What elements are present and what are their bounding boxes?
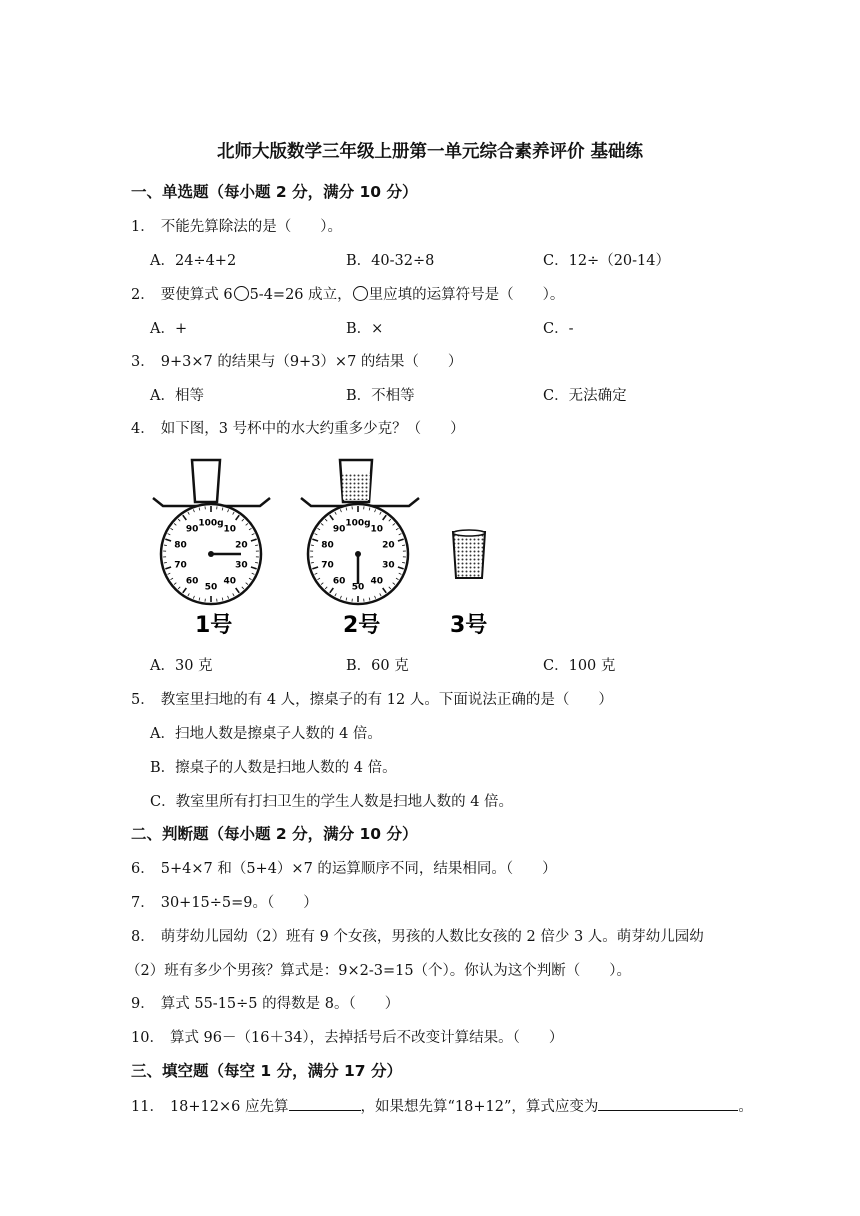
blank-circle-icon [234, 286, 249, 301]
question-number: 9． [131, 996, 155, 1012]
question-10 [131, 1026, 563, 1047]
question-text: 9+3×7 的结果与（9+3）×7 的结果（ ） [160, 354, 463, 370]
answer-blank[interactable] [598, 1096, 738, 1111]
question-text: 不能先算除法的是（ ）。 [160, 219, 342, 235]
dial-number: 40 [370, 576, 384, 587]
answer-blank[interactable] [289, 1096, 361, 1111]
question-text-pre: 要使算式 6 [160, 287, 233, 303]
question-text: 算式 96－（16＋34），去掉括号后不改变计算结果。（ ） [169, 1030, 564, 1046]
empty-cup-icon [192, 460, 220, 502]
option-b: B．60 克 [346, 658, 409, 674]
dial-tick [402, 545, 405, 546]
question-text: 30+15÷5=9。（ ） [160, 895, 318, 911]
question-text-mid: ，如果想先算“18+12”，算式应变为 [360, 1099, 599, 1115]
dial-number: 60 [332, 576, 346, 587]
option-a: A．24÷4+2 [150, 253, 237, 269]
question-number: 8． [131, 929, 155, 945]
question-text-post: 里应填的运算符号是（ ）。 [368, 287, 565, 303]
question-text-mid: 5-4=26 成立， [249, 287, 352, 303]
question-text: 算式 55-15÷5 的得数是 8。（ ） [160, 996, 400, 1012]
water-fill [342, 474, 370, 500]
figure-label-3: 3号 [450, 613, 488, 638]
dial-tick [164, 562, 167, 563]
dial-tick [255, 562, 258, 563]
figure-label-1: 1号 [195, 613, 233, 638]
question-9 [131, 992, 399, 1013]
question-6 [131, 857, 557, 878]
question-4 [131, 417, 465, 438]
water-cup-icon [453, 532, 485, 578]
dial-number: 80 [174, 540, 187, 551]
question-text-post: 。 [738, 1099, 753, 1115]
dial-tick [402, 562, 405, 563]
option-b: B．40-32÷8 [346, 253, 435, 269]
question-number: 4． [131, 421, 155, 437]
question-8 [131, 925, 704, 946]
question-number: 10． [131, 1030, 164, 1046]
question-11 [131, 1095, 753, 1116]
option-a: A．相等 [150, 388, 204, 404]
section-heading-single-choice: 一、单选题（每小题 2 分，满分 10 分） [131, 183, 418, 201]
dial-tick [311, 562, 314, 563]
dial-number: 90 [185, 524, 199, 535]
question-number: 6． [131, 861, 155, 877]
dial-number: 50 [351, 582, 365, 593]
dial-number: 30 [382, 560, 395, 571]
option-c: C．12÷（20-14） [543, 253, 670, 269]
cup-rim [453, 530, 485, 536]
option-a: A．扫地人数是擦桌子人数的 4 倍。 [150, 726, 382, 742]
option-c: C．无法确定 [543, 388, 627, 404]
page-title: 北师大版数学三年级上册第一单元综合素养评价 基础练 [216, 142, 644, 162]
cup-3 [450, 530, 487, 638]
question-2 [131, 283, 564, 304]
dial-tick [164, 545, 167, 546]
needle-pivot [208, 551, 214, 557]
scale-2 [301, 460, 419, 638]
question-number: 3． [131, 354, 155, 370]
dial-number: 90 [332, 524, 346, 535]
question-1 [131, 215, 342, 236]
dial-number: 20 [382, 540, 395, 551]
question-text: 如下图，3 号杯中的水大约重多少克？（ ） [160, 421, 465, 437]
option-c: C．- [543, 321, 574, 337]
question-5 [131, 688, 613, 709]
figure-label-2: 2号 [343, 613, 381, 638]
dial-number: 60 [185, 576, 199, 587]
question-3 [131, 350, 462, 371]
dial-number: 100g [198, 518, 224, 529]
option-b: B．擦桌子的人数是扫地人数的 4 倍。 [150, 760, 397, 776]
option-c: C．教室里所有打扫卫生的学生人数是扫地人数的 4 倍。 [150, 794, 514, 810]
question-text-line1: 萌芽幼儿园幼（2）班有 9 个女孩，男孩的人数比女孩的 2 倍少 3 人。萌芽幼儿园幼 [160, 929, 704, 945]
dial-number: 20 [235, 540, 248, 551]
question-number: 2． [131, 287, 155, 303]
scales-figure [145, 450, 505, 645]
dial-number: 50 [204, 582, 218, 593]
option-c: C．100 克 [543, 658, 616, 674]
dial-number: 70 [321, 560, 334, 571]
option-a: A．30 克 [150, 658, 213, 674]
question-number: 7． [131, 895, 155, 911]
dial-number: 30 [235, 560, 248, 571]
dial-number: 40 [223, 576, 237, 587]
dial-number: 10 [223, 524, 237, 535]
needle-pivot [355, 551, 361, 557]
question-number: 5． [131, 692, 155, 708]
section-heading-true-false: 二、判断题（每小题 2 分，满分 10 分） [131, 825, 418, 843]
dial-tick [255, 545, 258, 546]
section-heading-fill-blank: 三、填空题（每空 1 分，满分 17 分） [131, 1062, 402, 1080]
dial-number: 10 [370, 524, 384, 535]
option-b: B．不相等 [346, 388, 415, 404]
question-number: 11． [131, 1099, 164, 1115]
question-text-pre: 18+12×6 应先算 [169, 1099, 289, 1115]
blank-circle-icon [353, 286, 368, 301]
option-a: A．+ [150, 321, 188, 337]
question-7 [131, 891, 318, 912]
dial-number: 100g [345, 518, 371, 529]
scale-1 [153, 460, 270, 638]
question-number: 1． [131, 219, 155, 235]
option-b: B．× [346, 321, 384, 337]
question-8-continued: （2）班有多少个男孩？算式是：9×2-3=15（个）。你认为这个判断（ ）。 [126, 963, 632, 979]
dial-tick [311, 545, 314, 546]
dial-number: 70 [174, 560, 187, 571]
question-text: 5+4×7 和（5+4）×7 的运算顺序不同，结果相同。（ ） [160, 861, 557, 877]
dial-number: 80 [321, 540, 334, 551]
question-text: 教室里扫地的有 4 人，擦桌子的有 12 人。下面说法正确的是（ ） [160, 692, 613, 708]
